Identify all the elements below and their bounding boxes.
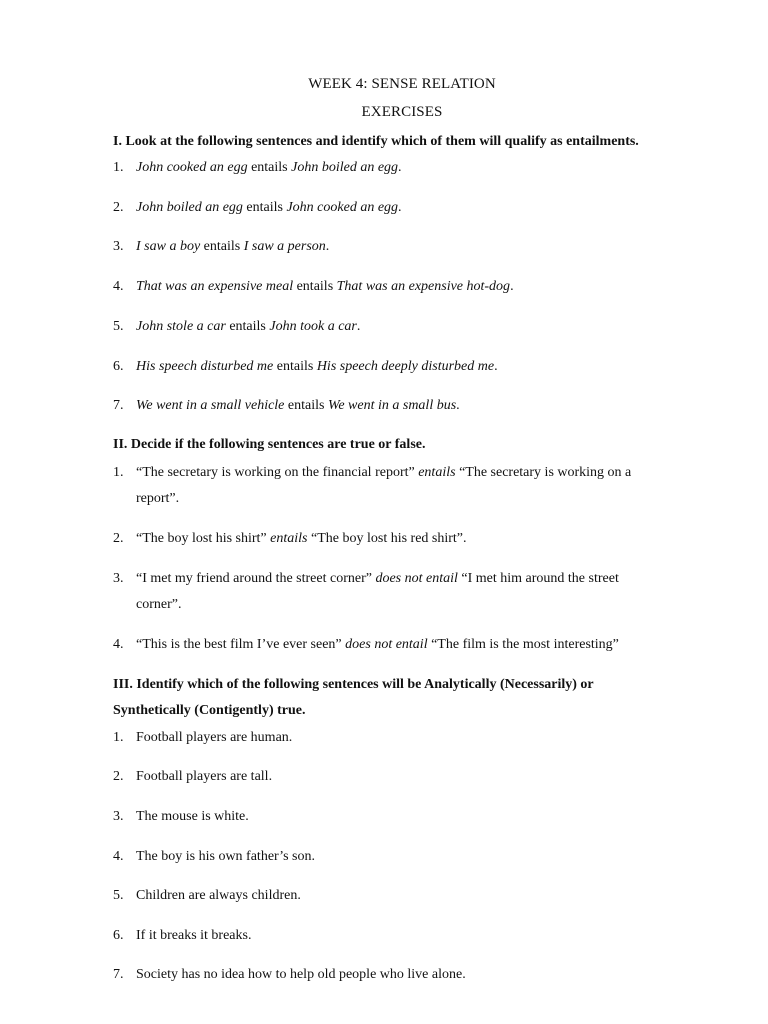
item-number: 3. [113, 239, 124, 254]
item-number: 3. [113, 571, 124, 586]
item-text: “The boy lost his shirt” entails “The boy lost his red shirt”. [136, 531, 467, 546]
item-number: 5. [113, 888, 124, 903]
item-number: 2. [113, 200, 124, 215]
item-text: Football players are tall. [136, 769, 273, 784]
item-number: 1. [113, 160, 124, 175]
item-text: “I met my friend around the street corner” does not entail “I met him around the street [136, 571, 619, 586]
item-number: 4. [113, 279, 124, 294]
item-text: John cooked an egg entails John boiled an egg. [136, 160, 402, 175]
item-number: 3. [113, 809, 124, 824]
item-text: We went in a small vehicle entails We went in a small bus. [136, 398, 460, 413]
item-number: 1. [113, 730, 124, 745]
item-number: 1. [113, 465, 124, 480]
page-subtitle: EXERCISES [361, 104, 443, 120]
item-text-continued: corner”. [136, 597, 182, 612]
item-text: That was an expensive meal entails That was an expensive hot-dog. [136, 279, 514, 294]
section-3-heading: III. Identify which of the following sentences will be Analytically (Necessarily) or [113, 677, 594, 692]
item-text: I saw a boy entails I saw a person. [136, 239, 330, 254]
page-title: WEEK 4: SENSE RELATION [308, 76, 496, 92]
item-text: The boy is his own father’s son. [136, 849, 315, 864]
item-number: 2. [113, 531, 124, 546]
item-text: “The secretary is working on the financial report” entails “The secretary is working on a [136, 465, 632, 480]
item-number: 6. [113, 359, 124, 374]
item-text: John stole a car entails John took a car. [136, 319, 361, 334]
item-number: 4. [113, 637, 124, 652]
item-number: 7. [113, 967, 124, 982]
section-1-heading: I. Look at the following sentences and identify which of them will qualify as entailments. [113, 134, 639, 149]
item-text-continued: report”. [136, 491, 180, 506]
item-number: 5. [113, 319, 124, 334]
item-text: Society has no idea how to help old people who live alone. [136, 967, 466, 982]
section-3-heading-continued: Synthetically (Contigently) true. [113, 703, 306, 718]
item-text: His speech disturbed me entails His speech deeply disturbed me. [136, 359, 498, 374]
item-text: The mouse is white. [136, 809, 249, 824]
item-number: 7. [113, 398, 124, 413]
item-text: John boiled an egg entails John cooked an egg. [136, 200, 402, 215]
item-text: Football players are human. [136, 730, 293, 745]
item-number: 6. [113, 928, 124, 943]
item-text: “This is the best film I’ve ever seen” does not entail “The film is the most interesting” [136, 637, 619, 652]
section-2-heading: II. Decide if the following sentences are true or false. [113, 437, 426, 452]
item-text: Children are always children. [136, 888, 301, 903]
item-number: 4. [113, 849, 124, 864]
item-text: If it breaks it breaks. [136, 928, 252, 943]
item-number: 2. [113, 769, 124, 784]
